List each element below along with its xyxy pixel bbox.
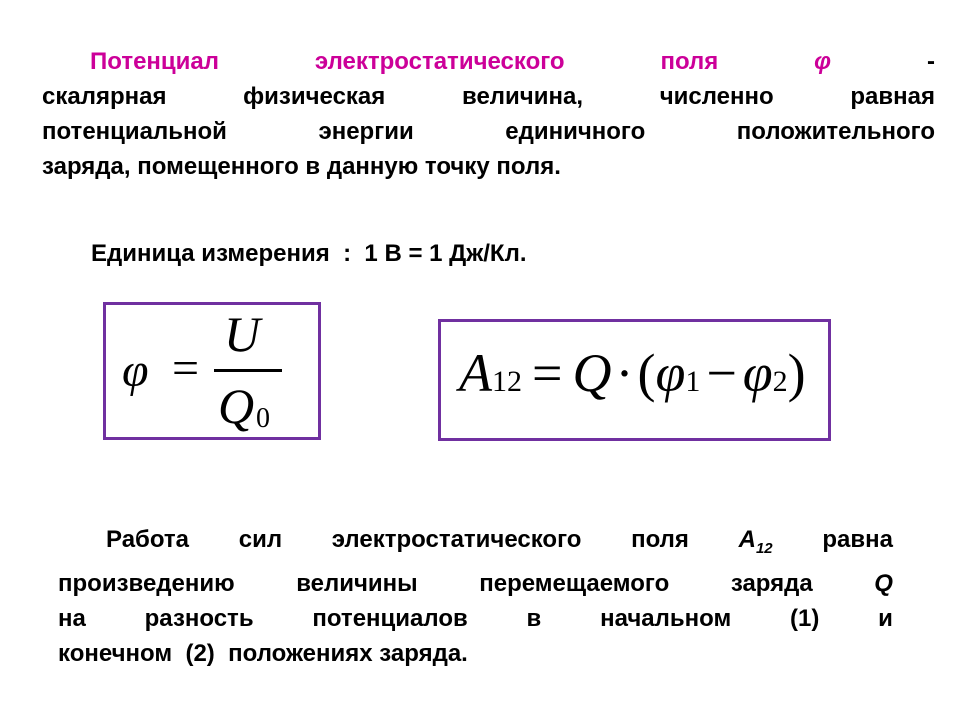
- work-line-1: [58, 522, 893, 566]
- word: положительного: [736, 118, 935, 145]
- word: произведению: [58, 569, 235, 597]
- charge-Q: Q: [572, 343, 612, 403]
- work-symbol: $A_{12}$: [738, 526, 773, 557]
- word: поля: [631, 526, 689, 553]
- word: начальном: [600, 604, 732, 632]
- work-paragraph: [58, 522, 893, 671]
- word: и: [878, 604, 893, 632]
- formula-box-work: [438, 319, 831, 441]
- phi2-subscript: 2: [772, 365, 788, 398]
- fraction-bar: [214, 369, 282, 372]
- word: разность: [144, 604, 254, 632]
- work-formula: [459, 342, 806, 404]
- definition-paragraph: [42, 44, 935, 184]
- work-line-4: конечном (2) положениях заряда.: [58, 639, 468, 667]
- term-electrostatic: электростатического: [314, 48, 565, 75]
- word: на: [58, 604, 86, 632]
- word: перемещаемого: [479, 569, 670, 597]
- phi2: φ: [742, 343, 773, 403]
- definition-line-2: [42, 79, 935, 114]
- word: потенциалов: [312, 604, 468, 632]
- definition-line-3: [42, 114, 935, 149]
- term-field: поля: [660, 48, 719, 75]
- definition-line-1: [42, 44, 935, 79]
- word: (1): [790, 604, 820, 632]
- word: Работа: [106, 526, 190, 553]
- term-potential: Потенциал: [90, 48, 220, 75]
- numerator-U: U: [224, 306, 261, 362]
- work-line-2: [58, 566, 893, 601]
- equals-sign: =: [532, 343, 563, 403]
- work-line-3: [58, 601, 893, 636]
- work-A-subscript: 12: [492, 365, 522, 398]
- word: сил: [238, 526, 283, 553]
- phi1: φ: [655, 343, 686, 403]
- dash: -: [926, 48, 935, 75]
- word: величины: [296, 569, 418, 597]
- charge-symbol: Q: [874, 569, 893, 597]
- word: физическая: [243, 83, 386, 110]
- dot-operator: ·: [615, 343, 634, 403]
- word: численно: [659, 83, 774, 110]
- denominator-subscript: 0: [256, 403, 270, 434]
- phi1-subscript: 1: [685, 365, 701, 398]
- word: заряда: [730, 569, 813, 597]
- left-paren: (: [637, 343, 656, 403]
- phi-symbol: φ: [122, 344, 149, 397]
- definition-line-4: заряда, помещенного в данную точку поля.: [42, 153, 561, 180]
- right-paren: ): [787, 343, 806, 403]
- word: равная: [850, 83, 935, 110]
- equals-sign: =: [172, 342, 200, 395]
- term-phi: φ: [814, 48, 832, 75]
- word: энергии: [318, 118, 414, 145]
- word: единичного: [505, 118, 646, 145]
- formula-box-potential: [103, 302, 321, 440]
- minus-sign: −: [706, 343, 737, 403]
- word: равна: [822, 526, 893, 553]
- units-line: Единица измерения : 1 В = 1 Дж/Кл.: [91, 240, 527, 267]
- work-A: A: [459, 343, 492, 403]
- denominator-Q: Q: [218, 378, 255, 434]
- word: величина,: [462, 83, 583, 110]
- word: скалярная: [42, 83, 167, 110]
- word: потенциальной: [42, 118, 227, 145]
- work-symbol-subscript: 12: [755, 539, 773, 557]
- word: в: [526, 604, 542, 632]
- word: электростатического: [331, 526, 582, 553]
